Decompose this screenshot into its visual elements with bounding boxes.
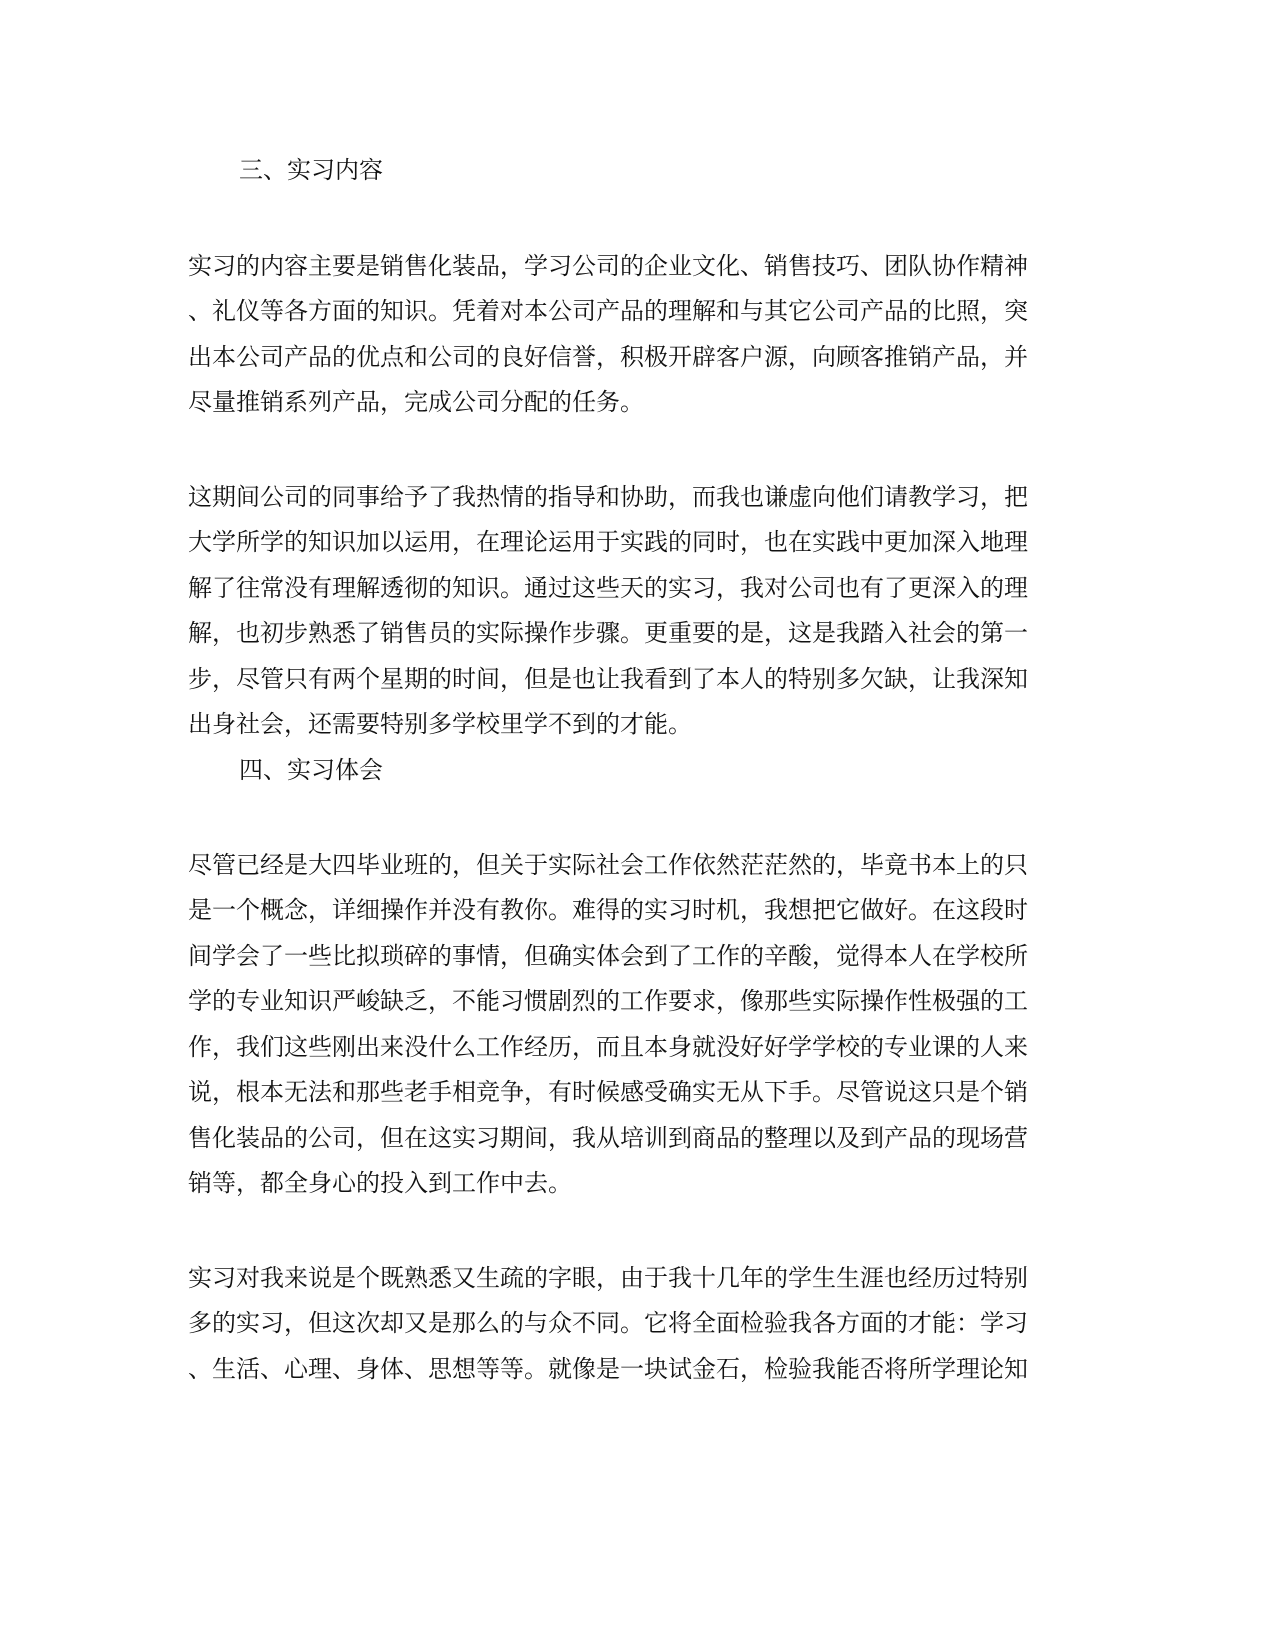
text-line: 实习对我来说是个既熟悉又生疏的字眼，由于我十几年的学生生涯也经历过特别 [188, 1264, 1028, 1292]
text-line: 出本公司产品的优点和公司的良好信誉，积极开辟客户源，向顾客推销产品，并 [188, 343, 1028, 371]
text-line: 实习的内容主要是销售化装品，学习公司的企业文化、销售技巧、团队协作精神 [188, 252, 1028, 280]
text-line: 学的专业知识严峻缺乏，不能习惯剧烈的工作要求，像那些实际操作性极强的工 [188, 987, 1028, 1015]
text-line: 说，根本无法和那些老手相竞争，有时候感受确实无从下手。尽管说这只是个销 [188, 1078, 1028, 1106]
text-line: 出身社会，还需要特别多学校里学不到的才能。 [188, 710, 692, 738]
text-line: 销等，都全身心的投入到工作中去。 [188, 1169, 572, 1197]
text-line: 售化装品的公司，但在这实习期间，我从培训到商品的整理以及到产品的现场营 [188, 1124, 1028, 1152]
text-line: 步，尽管只有两个星期的时间，但是也让我看到了本人的特别多欠缺，让我深知 [188, 665, 1028, 693]
text-line: 是一个概念，详细操作并没有教你。难得的实习时机，我想把它做好。在这段时 [188, 896, 1028, 924]
text-line: 、生活、心理、身体、思想等等。就像是一块试金石，检验我能否将所学理论知 [188, 1355, 1028, 1383]
text-line: 尽管已经是大四毕业班的，但关于实际社会工作依然茫茫然的，毕竟书本上的只 [188, 851, 1028, 879]
text-line: 解了往常没有理解透彻的知识。通过这些天的实习，我对公司也有了更深入的理 [188, 574, 1028, 602]
text-line: 作，我们这些刚出来没什么工作经历，而且本身就没好好学学校的专业课的人来 [188, 1033, 1028, 1061]
text-line: 、礼仪等各方面的知识。凭着对本公司产品的理解和与其它公司产品的比照，突 [188, 297, 1028, 325]
text-line: 尽量推销系列产品，完成公司分配的任务。 [188, 388, 644, 416]
text-line: 解，也初步熟悉了销售员的实际操作步骤。更重要的是，这是我踏入社会的第一 [188, 619, 1028, 647]
text-line: 间学会了一些比拟琐碎的事情，但确实体会到了工作的辛酸，觉得本人在学校所 [188, 942, 1028, 970]
text-line: 多的实习，但这次却又是那么的与众不同。它将全面检验我各方面的才能：学习 [188, 1309, 1028, 1337]
text-line: 大学所学的知识加以运用，在理论运用于实践的同时，也在实践中更加深入地理 [188, 528, 1028, 556]
text-line: 这期间公司的同事给予了我热情的指导和协助，而我也谦虚向他们请教学习，把 [188, 483, 1028, 511]
section-4-heading: 四、实习体会 [239, 756, 383, 784]
section-3-heading: 三、实习内容 [239, 156, 383, 184]
